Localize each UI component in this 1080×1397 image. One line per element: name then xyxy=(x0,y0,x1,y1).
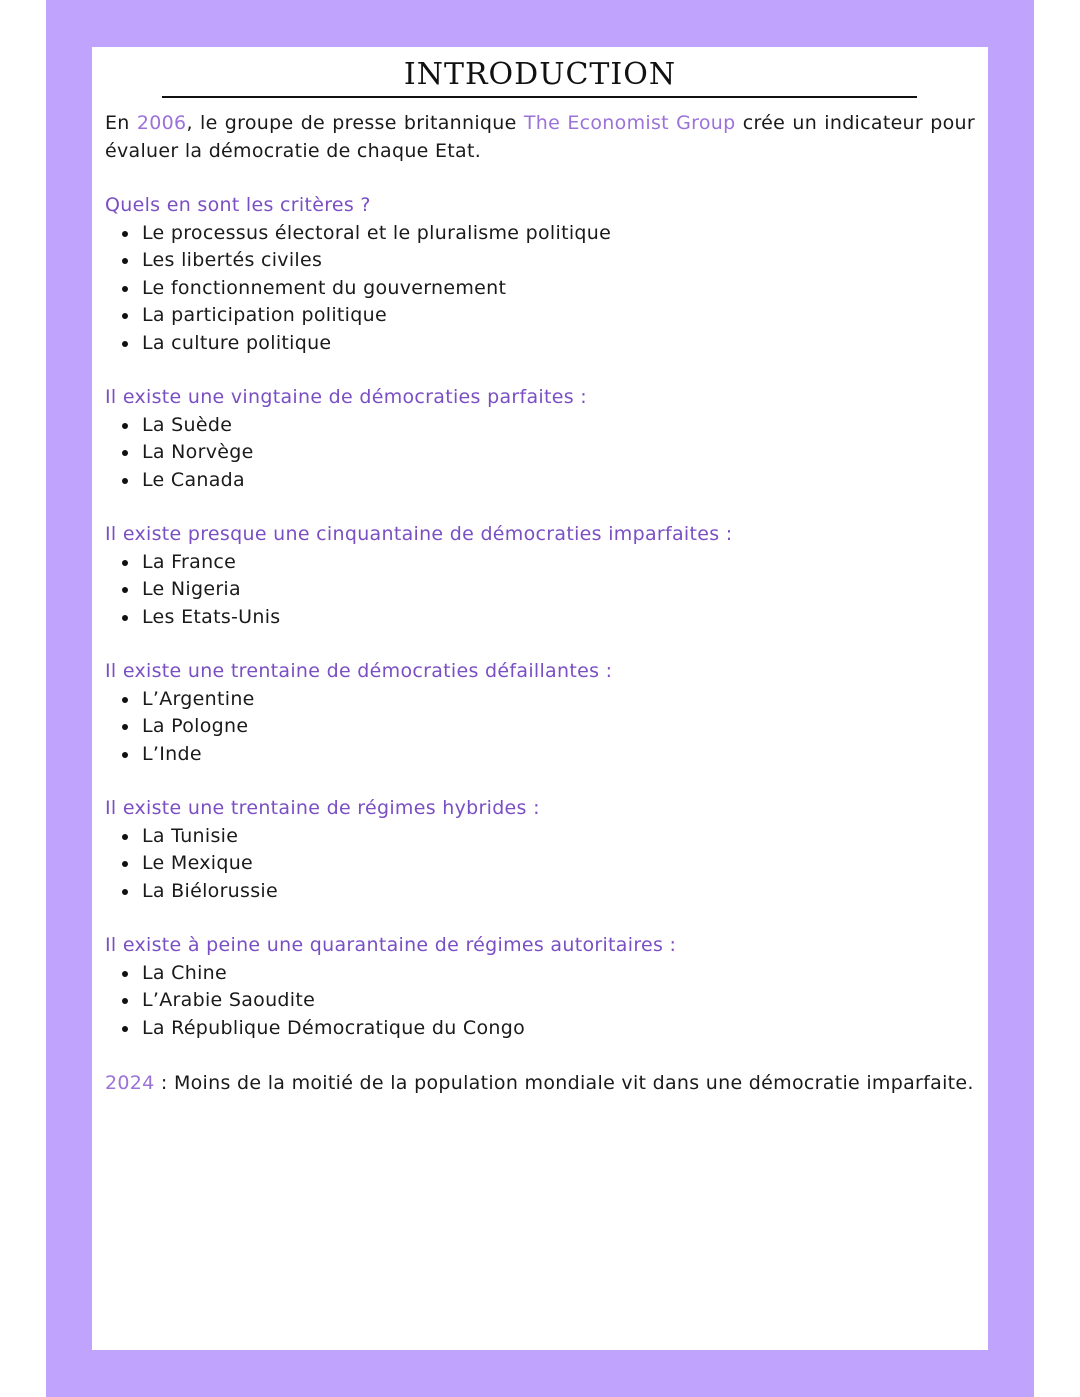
section-authoritarian-regimes xyxy=(105,932,975,1042)
closing-text: : Moins de la moitié de la population mondiale vit dans une démocratie imparfaite. xyxy=(154,1072,974,1094)
list-item: La Tunisie xyxy=(142,823,975,851)
document-page xyxy=(92,47,988,1350)
document-body xyxy=(105,110,975,1098)
list-item: La Norvège xyxy=(142,439,975,467)
list-item: L’Inde xyxy=(142,741,975,769)
intro-text-2: , le groupe de presse britannique xyxy=(186,112,524,134)
list-item: La participation politique xyxy=(142,302,975,330)
section-heading: Il existe presque une cinquantaine de démocraties imparfaites : xyxy=(105,523,733,545)
bullet-list xyxy=(105,549,975,632)
section-heading: Il existe à peine une quarantaine de régimes autoritaires : xyxy=(105,934,677,956)
intro-text-3: crée un indicateur pour évaluer la démocratie de chaque Etat. xyxy=(105,112,975,162)
bullet-list xyxy=(105,960,975,1043)
list-item: L’Arabie Saoudite xyxy=(142,987,975,1015)
list-item: Le Canada xyxy=(142,467,975,495)
bullet-list xyxy=(105,220,975,358)
list-item: Le processus électoral et le pluralisme politique xyxy=(142,220,975,248)
list-item: La Pologne xyxy=(142,713,975,741)
list-item: La Chine xyxy=(142,960,975,988)
list-item: Les Etats-Unis xyxy=(142,604,975,632)
title-underline xyxy=(162,96,917,98)
section-full-democracies xyxy=(105,384,975,494)
list-item: Le Mexique xyxy=(142,850,975,878)
section-heading: Il existe une trentaine de régimes hybrides : xyxy=(105,797,540,819)
list-item: Les libertés civiles xyxy=(142,247,975,275)
closing-paragraph xyxy=(105,1070,975,1098)
list-item: L’Argentine xyxy=(142,686,975,714)
section-failing-democracies xyxy=(105,658,975,768)
page-title: INTRODUCTION xyxy=(403,57,677,92)
bullet-list xyxy=(105,686,975,769)
intro-paragraph xyxy=(105,110,975,165)
list-item: Le fonctionnement du gouvernement xyxy=(142,275,975,303)
intro-group-name: The Economist Group xyxy=(523,112,736,134)
list-item: La République Démocratique du Congo xyxy=(142,1015,975,1043)
section-heading: Il existe une vingtaine de démocraties parfaites : xyxy=(105,386,587,408)
intro-year: 2006 xyxy=(136,112,187,134)
intro-text-1: En xyxy=(105,112,137,134)
section-heading: Il existe une trentaine de démocraties défaillantes : xyxy=(105,660,613,682)
bullet-list xyxy=(105,412,975,495)
bullet-list xyxy=(105,823,975,906)
list-item: La culture politique xyxy=(142,330,975,358)
section-criteria xyxy=(105,192,975,357)
closing-year: 2024 xyxy=(105,1072,155,1094)
list-item: La Suède xyxy=(142,412,975,440)
section-heading: Quels en sont les critères ? xyxy=(105,194,371,216)
section-flawed-democracies xyxy=(105,521,975,631)
list-item: Le Nigeria xyxy=(142,576,975,604)
list-item: La France xyxy=(142,549,975,577)
section-hybrid-regimes xyxy=(105,795,975,905)
list-item: La Biélorussie xyxy=(142,878,975,906)
